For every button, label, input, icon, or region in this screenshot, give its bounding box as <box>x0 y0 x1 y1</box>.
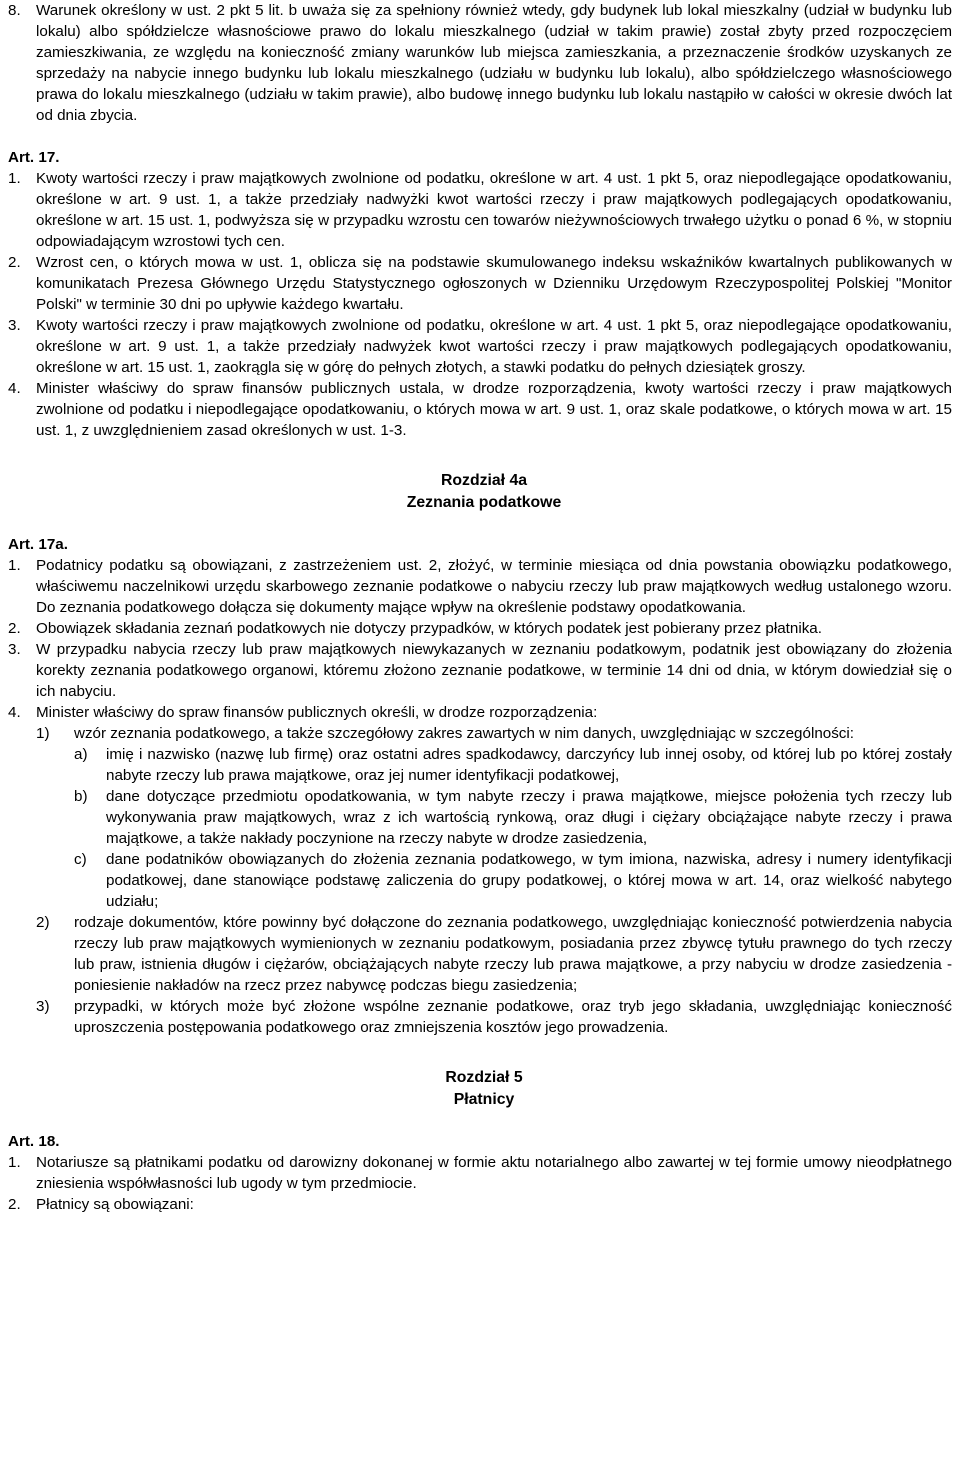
letter-text: dane podatników obowiązanych do złożenia zeznania podatkowego, w tym imiona, nazwiska, adresy i numery identyfikacji podatkowej, dane stanowiące podstawę zaliczenia do grupy podatkowej, o której mowa w art. 14, oraz wielkość nabytego udziału; <box>106 851 952 910</box>
letter-c <box>36 849 952 912</box>
item-text: Obowiązek składania zeznań podatkowych nie dotyczy przypadków, w których podatek jest pobierany przez płatnika. <box>36 620 822 637</box>
art17a-item-4 <box>8 702 952 723</box>
point-number: 2) <box>36 914 50 931</box>
point-number: 3) <box>36 998 50 1015</box>
letter-b <box>36 786 952 849</box>
item-number: 3. <box>8 641 21 658</box>
item-number: 3. <box>8 317 21 334</box>
chapter-number: Rozdział 5 <box>445 1069 523 1086</box>
item-number: 2. <box>8 620 21 637</box>
chapter-5-heading <box>8 1067 952 1111</box>
art17-item-4 <box>8 378 952 441</box>
item-text: Minister właściwy do spraw finansów publicznych ustala, w drodze rozporządzenia, kwoty wartości rzeczy i praw majątkowych zwolnione od podatku i niepodlegające opodatkowaniu, o których mowa w art. 9 ust. 1, oraz skale podatkowe, o których mowa w art. 15 ust. 1, z uwzględnieniem zasad określonych w ust. 1-3. <box>36 380 952 439</box>
point-number: 1) <box>36 725 50 742</box>
chapter-4a-heading <box>8 470 952 514</box>
article-17-title: Art. 17. <box>8 149 60 166</box>
point-text: rodzaje dokumentów, które powinny być dołączone do zeznania podatkowego, uwzględniając konieczność potwierdzenia nabycia rzeczy lub praw majątkowych wymienionych w zeznaniu podatkowym, posiadania przez zbywcę tytułu prawnego do tych rzeczy lub praw, istnienia długów i ciężarów, obciążających nabyte rzeczy lub prawa majątkowe, a przy nabyciu w drodze zasiedzenia - poniesienie nakładów na rzecz przez nabywcę podczas biegu zasiedzenia; <box>74 914 952 994</box>
item-text: W przypadku nabycia rzeczy lub praw majątkowych niewykazanych w zeznaniu podatkowym, podatnik jest obowiązany do złożenia korekty zeznania podatkowego organowi, któremu złożono zeznanie podatkowe, w terminie 14 dni od dnia, w którym dowiedział się o ich nabyciu. <box>36 641 952 700</box>
letter-a <box>36 744 952 786</box>
letter-number: c) <box>74 851 87 868</box>
item-text: Wzrost cen, o których mowa w ust. 1, oblicza się na podstawie skumulowanego indeksu wskaźników kwartalnych publikowanych w komunikatach Prezesa Głównego Urzędu Statystycznego ogłoszonych w Dzienniku Urzędowym Rzeczypospolitej Polskiej "Monitor Polski" w terminie 30 dni po upływie każdego kwartału. <box>36 254 952 313</box>
item-number: 1. <box>8 557 21 574</box>
art17-item-1 <box>8 168 952 252</box>
item-number: 1. <box>8 1154 21 1171</box>
point-text: przypadki, w których może być złożone wspólne zeznanie podatkowe, oraz tryb jego składania, uwzględniając konieczność uproszczenia postępowania podatkowego oraz zmniejszenia kosztów jego prowadzenia. <box>74 998 952 1036</box>
item-number: 1. <box>8 170 21 187</box>
item-text: Kwoty wartości rzeczy i praw majątkowych zwolnione od podatku, określone w art. 4 ust. 1 pkt 5, oraz niepodlegające opodatkowaniu, określone w art. 9 ust. 1, a także przedziały nadwyżek kwot wartości rzeczy i praw majątkowych podlegających opodatkowaniu, określone w art. 15 ust. 1, zaokrągla się w górę do pełnych złotych, a stawki podatku do pełnych dziesiątek groszy. <box>36 317 952 376</box>
item-number: 8. <box>8 2 21 19</box>
art18-item-2 <box>8 1194 952 1215</box>
point-1 <box>36 723 952 744</box>
chapter-number: Rozdział 4a <box>440 472 528 489</box>
art17a-item-2 <box>8 618 952 639</box>
item-number: 2. <box>8 254 21 271</box>
item-number: 4. <box>8 380 21 397</box>
letter-text: dane dotyczące przedmiotu opodatkowania, w tym nabyte rzeczy i prawa majątkowe, miejsce położenia tych rzeczy lub wykonywania praw majątkowych, wraz z ich wartością rynkową, oraz długi i ciężary obciążające nabyte rzeczy i prawa majątkowe, a także nakłady poczynione na rzeczy nabyte w drodze zasiedzenia, <box>106 788 952 847</box>
art17a-item-3 <box>8 639 952 702</box>
item-text: Płatnicy są obowiązani: <box>36 1196 194 1213</box>
item-text: Kwoty wartości rzeczy i praw majątkowych zwolnione od podatku, określone w art. 4 ust. 1 pkt 5, oraz niepodlegające opodatkowaniu, określone w art. 9 ust. 1, a także przedziały nadwyżki kwot wartości rzeczy i praw majątkowych podlegających opodatkowaniu, określone w art. 15 ust. 1, podwyższa się w przypadku wzrostu cen towarów nieżywnościowych trwałego użytku o ponad 6 %, w stopniu odpowiadającym wzrostowi tych cen. <box>36 170 952 250</box>
art17a-item-1 <box>8 555 952 618</box>
chapter-title: Płatnicy <box>453 1091 515 1108</box>
item-text: Podatnicy podatku są obowiązani, z zastrzeżeniem ust. 2, złożyć, w terminie miesiąca od dnia powstania obowiązku podatkowego, właściwemu naczelnikowi urzędu skarbowego zeznanie podatkowe o nabyciu rzeczy lub praw majątkowych według ustalonego wzoru. Do zeznania podatkowego dołącza się dokumenty mające wpływ na określenie podstawy opodatkowania. <box>36 557 952 616</box>
item-text: Minister właściwy do spraw finansów publicznych określi, w drodze rozporządzenia: <box>36 704 598 721</box>
item-text: Notariusze są płatnikami podatku od darowizny dokonanej w formie aktu notarialnego albo zawartej w tej formie umowy nieodpłatnego zniesienia współwłasności lub ugody w tym przedmiocie. <box>36 1154 952 1192</box>
letter-text: imię i nazwisko (nazwę lub firmę) oraz ostatni adres spadkodawcy, darczyńcy lub innej osoby, od której lub po której zostały nabyte rzeczy lub prawa majątkowe, oraz jej numer identyfikacji podatkowej, <box>106 746 952 784</box>
art17-item-2 <box>8 252 952 315</box>
letter-number: b) <box>74 788 88 805</box>
point-text: wzór zeznania podatkowego, a także szczegółowy zakres zawartych w nim danych, uwzględniając w szczególności: <box>74 725 854 742</box>
art18-item-1 <box>8 1152 952 1194</box>
art17-item-3 <box>8 315 952 378</box>
point-2 <box>36 912 952 996</box>
point-3 <box>36 996 952 1038</box>
art17a-item-4-points <box>8 723 952 1038</box>
article-18-title: Art. 18. <box>8 1133 60 1150</box>
article-17a-title: Art. 17a. <box>8 536 68 553</box>
paragraph-item-8 <box>8 0 952 126</box>
letter-number: a) <box>74 746 88 763</box>
item-text: Warunek określony w ust. 2 pkt 5 lit. b uważa się za spełniony również wtedy, gdy budynek lub lokal mieszkalny (udział w budynku lub lokalu) albo spółdzielcze własnościowe prawo do lokalu mieszkalnego (udział w takim prawie) został zbyty przed rozpoczęciem zamieszkiwania, ze względu na konieczność zmiany warunków lub miejsca zamieszkania, a przeznaczenie środków uzyskanych ze sprzedaży na nabycie innego budynku lub lokalu mieszkalnego (udziału w budynku lub lokalu), albo spółdzielczego własnościowego prawa do lokalu mieszkalnego (udziału w takim prawie), albo budowę innego budynku lub lokalu nastąpiło w całości w okresie dwóch lat od dnia zbycia. <box>36 2 952 124</box>
item-number: 4. <box>8 704 21 721</box>
item-number: 2. <box>8 1196 21 1213</box>
chapter-title: Zeznania podatkowe <box>406 494 562 511</box>
document-page <box>8 0 952 1215</box>
